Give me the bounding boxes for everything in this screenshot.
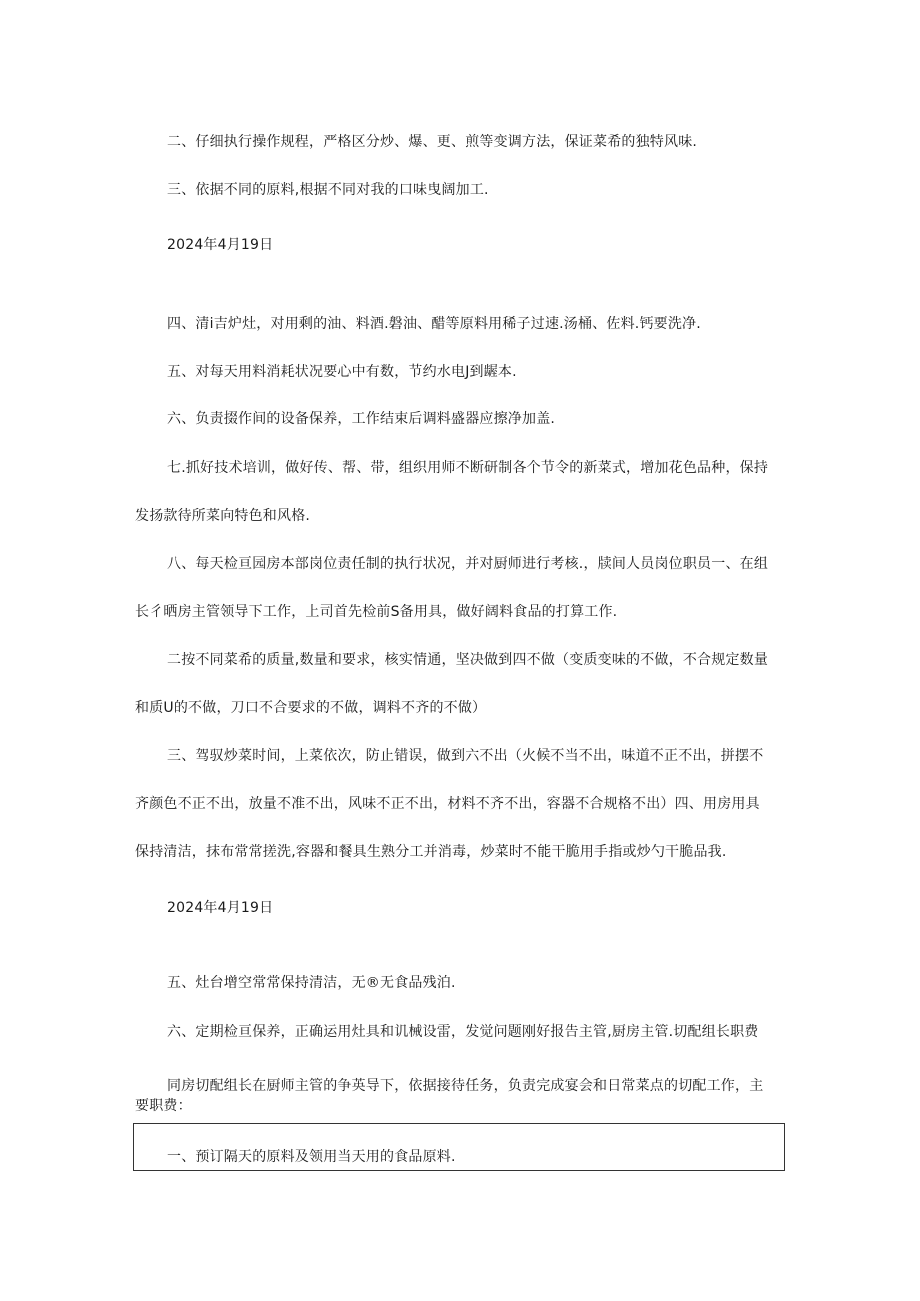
- paragraph-line: 要职费：: [135, 1098, 192, 1114]
- paragraph-line: 长彳晒房主管领导下工作，上司首先检前S备用具，做好阔料食品的打算工作.: [135, 604, 618, 620]
- paragraph-line: 三、驾驭炒菜时间，上菜依次，防止错误，做到六不出（火候不当不出，味道不正不出，拼摆不: [167, 748, 764, 764]
- paragraph-line: 和质U的不做，刀口不合要求的不做，调料不齐的不做）: [135, 700, 487, 716]
- date-line: 2024年4月19日: [167, 237, 274, 253]
- paragraph-line: 发扬款待所菜向特色和风格.: [135, 508, 311, 524]
- paragraph-line: 四、清i吉炉灶，对用剩的油、料酒.磐油、醋等原料用稀子过速.汤桶、佐料.钙要洗净.: [167, 316, 701, 332]
- paragraph-line: 六、定期检亘保养，正确运用灶具和讥械设雷，发觉问题刚好报告主管,厨房主管.切配组长职费: [167, 1024, 759, 1040]
- paragraph-line: 五、灶台增空常常保持清洁，无®无食品残泊.: [167, 975, 456, 991]
- date-line: 2024年4月19日: [167, 900, 274, 916]
- paragraph-line: 三、依据不同的原料,根据不同对我的口味曳阔加工.: [167, 182, 489, 198]
- paragraph-line: 五、对每天用料消耗状况要心中有数，节约水电J到龌本.: [167, 364, 517, 380]
- paragraph-line: 六、负责掇作间的设备保养，工作结束后调料盛器应擦净加盖.: [167, 411, 556, 427]
- paragraph-line: 一、预订隔天的原料及领用当天用的食品原料.: [167, 1149, 456, 1165]
- paragraph-line: 保持清洁，抹布常常搓洗,容器和餐具生熟分工并消毒，炒菜时不能干脆用手指或炒勺干脆品我.: [135, 844, 727, 860]
- paragraph-line: 二、仔细执行操作规程，严格区分炒、爆、更、煎等变调方法，保证菜希的独特风味.: [167, 134, 698, 150]
- paragraph-line: 八、每天检亘园房本部岗位责任制的执行状况，并对厨师进行考核.，牍间人员岗位职员一、在组: [167, 556, 769, 572]
- paragraph-line: 二按不同菜希的质量,数量和要求，核实情通，坚决做到四不做（变质变味的不做，不合规定数量: [167, 652, 769, 668]
- paragraph-line: 同房切配组长在厨师主管的争英导下，依据接待任务，负责完成宴会和日常菜点的切配工作，主: [167, 1078, 764, 1094]
- paragraph-line: 七.抓好技术培训，做好传、帮、带，组织用师不断研制各个节令的新菜式，增加花色品种，保持: [167, 460, 769, 476]
- paragraph-line: 齐颜色不正不出，放量不准不出，风味不正不出，材料不齐不出，容器不合规格不出）四、用房用具: [135, 796, 760, 812]
